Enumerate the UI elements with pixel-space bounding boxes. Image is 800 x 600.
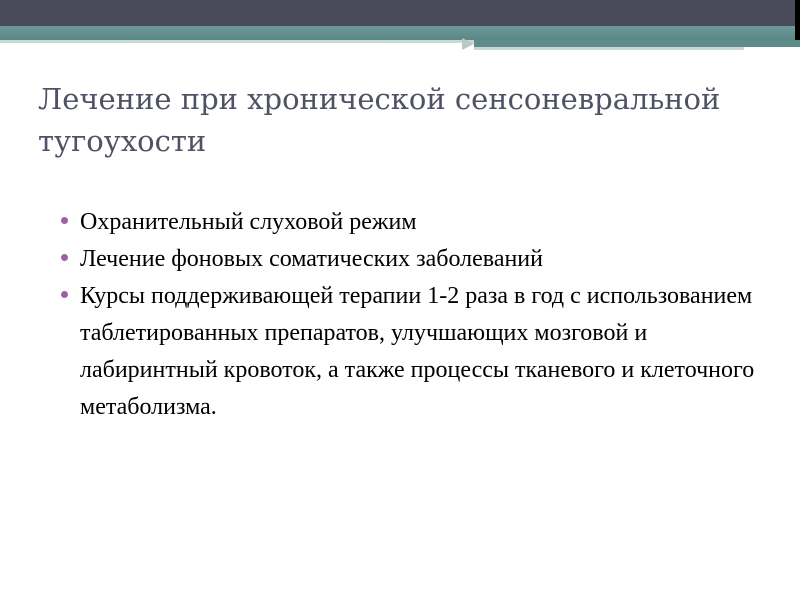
bullet-item [58, 241, 758, 278]
header-rule-right [474, 40, 800, 47]
header-chevron-icon [462, 38, 474, 50]
bullet-dot-icon [61, 254, 68, 261]
bullet-text: Лечение фоновых соматических заболеваний [80, 246, 543, 272]
bullet-dot-icon [61, 291, 68, 298]
bullet-item [58, 204, 758, 241]
slide-title: Лечение при хронической сенсоневральной тугоухости [38, 82, 721, 158]
header-dark-band [0, 0, 800, 26]
header-rule-left [0, 40, 474, 43]
header-rule-right-light [474, 47, 744, 50]
bullet-list [58, 204, 758, 426]
header-edge-block [795, 0, 800, 40]
bullet-text: Охранительный слуховой режим [80, 209, 417, 235]
header-teal-band [0, 26, 800, 40]
bullet-dot-icon [61, 217, 68, 224]
bullet-item [58, 278, 758, 426]
bullet-text: Курсы поддерживающей терапии 1-2 раза в год с использованием таблетированных препаратов, улучшающих мозговой и лабиринтный кровоток, а также процессы тканевого и клеточного метаболизма. [80, 283, 755, 420]
